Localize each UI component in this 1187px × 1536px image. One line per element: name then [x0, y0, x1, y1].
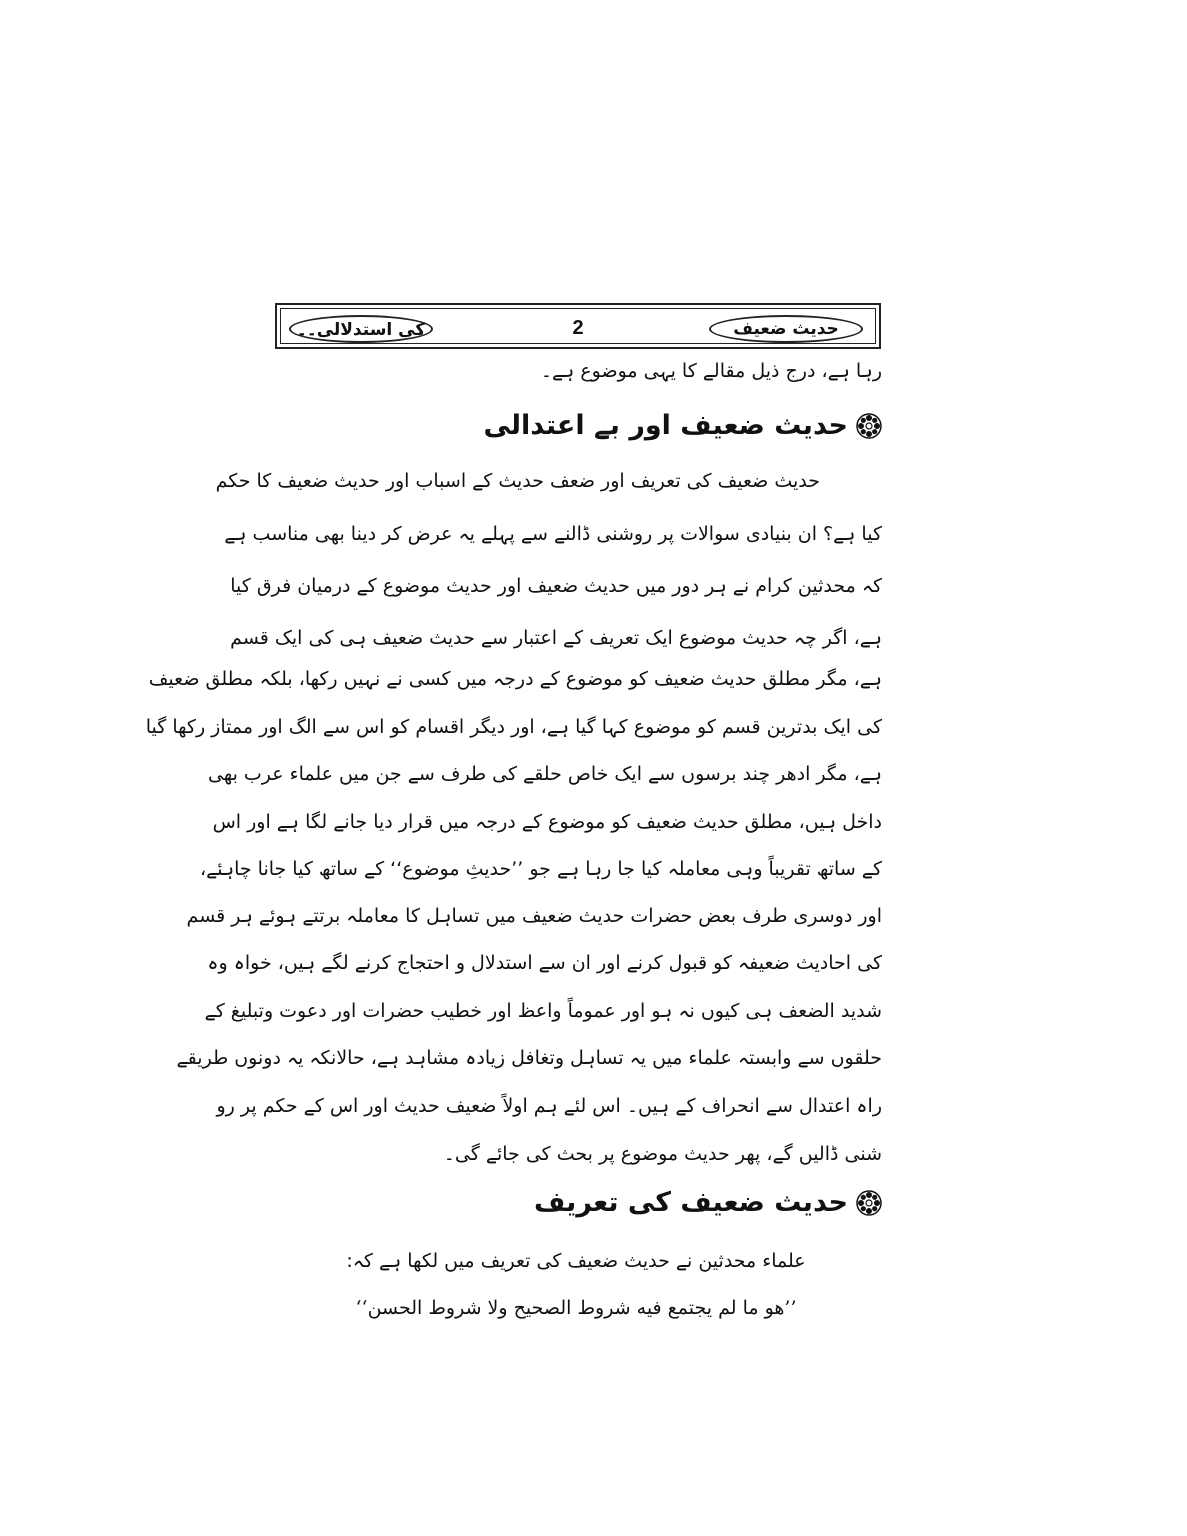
- header-book-subtitle: کی استدلالی۔۔: [289, 315, 433, 343]
- body-line-8: داخل ہیں، مطلق حدیث ضعیف کو موضوع کے درجہ میں قرار دیا جانے لگا ہے اور اس: [212, 811, 882, 833]
- section-heading-1: [484, 410, 882, 441]
- body-line-9: کے ساتھ تقریباً وہی معاملہ کیا جا رہا ہے جو ’’حدیثِ موضوع‘‘ کے ساتھ کیا جانا چاہئے،: [199, 858, 882, 880]
- page-number: 2: [572, 317, 584, 339]
- definition-quote: ’’هو ما لم يجتمع فيه شروط الصحيح ولا شروط الحسن‘‘: [355, 1297, 797, 1319]
- flower-ornament-icon: [856, 1190, 882, 1216]
- body-line-6: کی ایک بدترین قسم کو موضوع کہا گیا ہے، اور دیگر اقسام کو اس سے الگ اور ممتاز رکھا گیا: [145, 716, 882, 738]
- header-book-title: حدیث ضعیف: [709, 315, 863, 343]
- body-line-11: کی احادیث ضعیفہ کو قبول کرنے اور ان سے استدلال و احتجاج کرنے لگے ہیں، خواہ وہ: [207, 952, 882, 974]
- body-line-13: حلقوں سے وابستہ علماء میں یہ تساہل وتغافل زیادہ مشاہد ہے، حالانکہ یہ دونوں طریقے: [176, 1047, 882, 1069]
- body-line-15: شنی ڈالیں گے، پھر حدیث موضوع پر بحث کی جائے گی۔: [443, 1143, 882, 1165]
- body-line-14: راہ اعتدال سے انحراف کے ہیں۔ اس لئے ہم اولاً ضعیف حدیث اور اس کے حکم پر رو: [216, 1095, 882, 1117]
- body-line-12: شدید الضعف ہی کیوں نہ ہو اور عموماً واعظ اور خطیب حضرات اور دعوت وتبلیغ کے: [204, 1000, 882, 1022]
- definition-intro: علماء محدثین نے حدیث ضعیف کی تعریف میں لکھا ہے کہ:: [346, 1250, 806, 1272]
- body-line-1: حدیث ضعیف کی تعریف اور ضعف حدیث کے اسباب اور حدیث ضعیف کا حکم: [215, 470, 820, 492]
- section-heading-2: [534, 1187, 882, 1218]
- body-line-5: ہے، مگر مطلق حدیث ضعیف کو موضوع کے درجہ میں کسی نے نہیں رکھا، بلکہ مطلق ضعیف: [148, 668, 882, 690]
- body-line-10: اور دوسری طرف بعض حضرات حدیث ضعیف میں تساہل کا معاملہ برتتے ہوئے ہر قسم: [186, 905, 882, 927]
- running-header-inner-frame: [280, 308, 876, 344]
- section-heading-1-text: حدیث ضعیف اور بے اعتدالی: [483, 410, 848, 441]
- running-header: [275, 303, 881, 349]
- body-line-3: کہ محدثین کرام نے ہر دور میں حدیث ضعیف اور حدیث موضوع کے درمیان فرق کیا: [230, 575, 882, 597]
- intro-line: رہا ہے، درج ذیل مقالے کا یہی موضوع ہے۔: [540, 360, 882, 382]
- body-line-4: ہے، اگر چہ حدیث موضوع ایک تعریف کے اعتبار سے حدیث ضعیف ہی کی ایک قسم: [230, 627, 882, 649]
- flower-ornament-icon: [856, 413, 882, 439]
- section-heading-2-text: حدیث ضعیف کی تعریف: [534, 1187, 848, 1218]
- body-line-7: ہے، مگر ادھر چند برسوں سے ایک خاص حلقے کی طرف سے جن میں علماء عرب بھی: [208, 763, 882, 785]
- body-line-2: کیا ہے؟ ان بنیادی سوالات پر روشنی ڈالنے سے پہلے یہ عرض کر دینا بھی مناسب ہے: [224, 523, 882, 545]
